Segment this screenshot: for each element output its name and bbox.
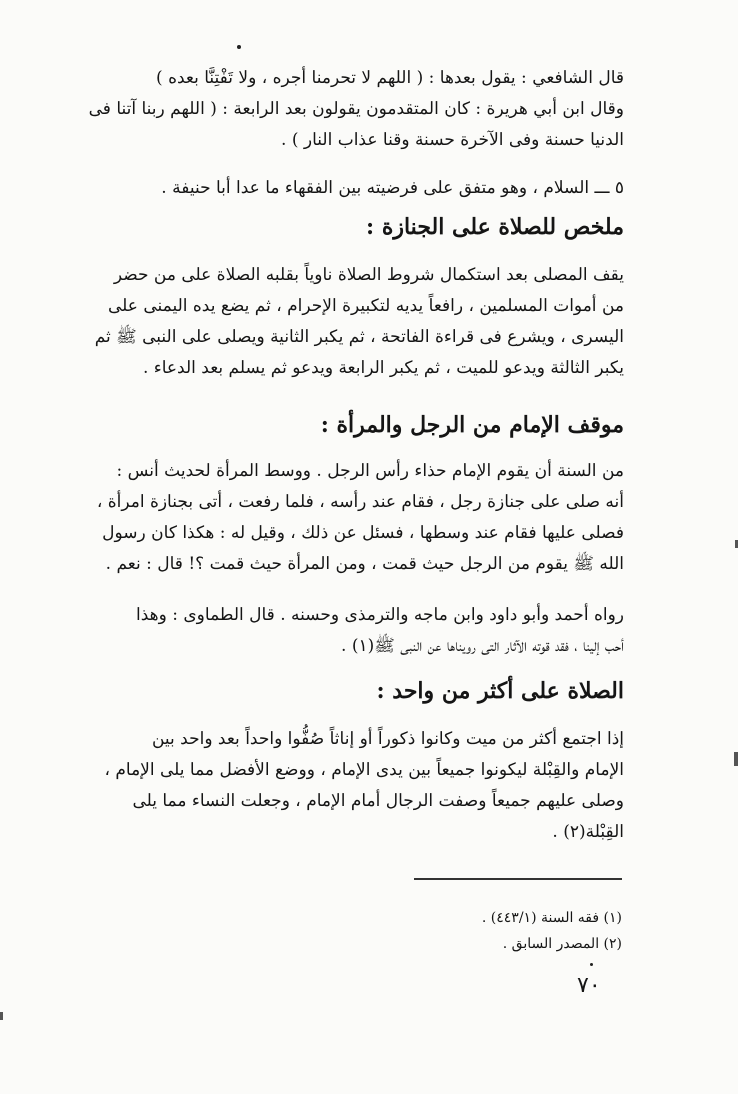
- heading-multiple-deceased: الصلاة على أكثر من واحد :: [376, 678, 624, 704]
- paragraph-janaza-summary: [84, 260, 624, 384]
- footnote-2: (٢) المصدر السابق .: [502, 936, 622, 952]
- footnote-separator: [414, 878, 622, 880]
- text-line: إذا اجتمع أكثر من ميت وكانوا ذكوراً أو إناثاً صُفُّوا واحداً بعد واحد بين: [151, 729, 624, 749]
- text-line: الله ﷺ يقوم من الرجل حيث قمت ، ومن المرأة حيث قمت ؟! قال : نعم .: [105, 554, 624, 574]
- text-line: أنه صلى على جنازة رجل ، فقام عند رأسه ، فلما رفعت ، أتى بجنازة امرأة ،: [96, 492, 624, 512]
- text-line: الإمام والقِبْلة ليكونوا جميعاً بين يدى الإمام ، ووضع الأفضل مما يلى الإمام ،: [104, 760, 624, 780]
- text-line: من السنة أن يقوم الإمام حذاء رأس الرجل . ووسط المرأة لحديث أنس :: [116, 461, 624, 481]
- text-line: أحب إلينا ، فقد قوته الآثار التى رويناها عن النبى ﷺ(١) .: [341, 636, 624, 656]
- text-line: اليسرى ، ويشرع فى قراءة الفاتحة ، ثم يكبر الثانية ويصلى على النبى ﷺ ثم: [94, 327, 624, 347]
- scan-edge-mark: [734, 752, 738, 766]
- ink-dot: [237, 45, 241, 49]
- text-line: رواه أحمد وأبو داود وابن ماجه والترمذى وحسنه . قال الطماوى : وهذا: [136, 605, 624, 625]
- paragraph-salam: [84, 173, 624, 204]
- heading-janaza-summary: ملخص للصلاة على الجنازة :: [366, 214, 624, 240]
- paragraph-narration: [84, 600, 624, 662]
- paragraph-imam-position: [84, 456, 624, 580]
- footnote-1: (١) فقه السنة (٤٤٣/١) .: [481, 910, 622, 926]
- scan-edge-mark: [0, 1012, 3, 1020]
- text-line: قال الشافعي : يقول بعدها : ( اللهم لا تحرمنا أجره ، ولا تَفْتِنَّا بعده ): [156, 68, 624, 88]
- paragraph-shafii-dua: [84, 63, 624, 156]
- text-line: الدنيا حسنة وفى الآخرة حسنة وقنا عذاب النار ) .: [281, 130, 624, 150]
- text-line: يكبر الثالثة ويدعو للميت ، ثم يكبر الرابعة ويدعو ثم يسلم بعد الدعاء .: [142, 358, 624, 378]
- heading-imam-position: موقف الإمام من الرجل والمرأة :: [320, 412, 624, 438]
- text-line: القِبْلة(٢) .: [552, 822, 624, 842]
- text-line: ٥ ـــ السلام ، وهو متفق على فرضيته بين الفقهاء ما عدا أبا حنيفة .: [161, 178, 624, 198]
- paragraph-multiple-deceased: [84, 724, 624, 848]
- text-line: وصلى عليهم جميعاً وصفت الرجال أمام الإمام ، وجعلت النساء مما يلى: [132, 791, 624, 811]
- ink-dot: [590, 963, 593, 966]
- text-line: يقف المصلى بعد استكمال شروط الصلاة ناوياً بقلبه الصلاة على من حضر: [113, 265, 624, 285]
- text-line: وقال ابن أبي هريرة : كان المتقدمون يقولون بعد الرابعة : ( اللهم ربنا آتنا فى: [88, 99, 624, 119]
- text-line: من أموات المسلمين ، رافعاً يديه لتكبيرة الإحرام ، ثم يضع يده اليمنى على: [107, 296, 624, 316]
- page-number: ٧٠: [577, 973, 601, 998]
- text-line: فصلى عليها فقام عند وسطها ، فسئل عن ذلك ، وقيل له : هكذا كان رسول: [102, 523, 624, 543]
